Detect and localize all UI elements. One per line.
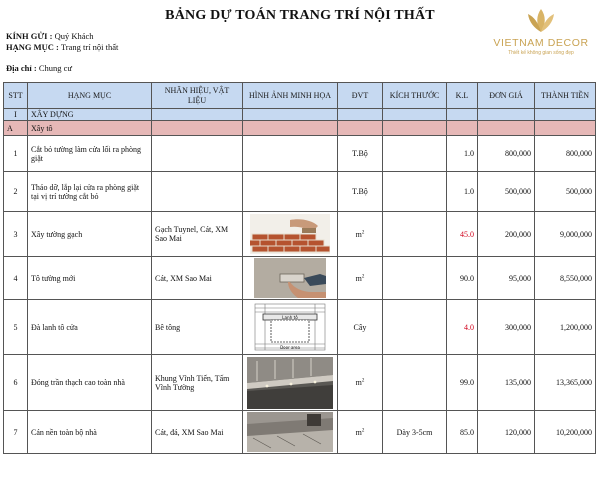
row-size xyxy=(383,136,447,172)
row-image xyxy=(243,257,338,300)
row-item: Tháo dỡ, lắp lại cửa ra phòng giặt tại vị trí tường cắt bỏ xyxy=(28,172,152,212)
row-stt: 6 xyxy=(4,355,28,411)
unit-superscript: 2 xyxy=(361,427,365,433)
row-material: Khung Vĩnh Tiến, Tấm Vĩnh Tường xyxy=(152,355,243,411)
row-price: 95,000 xyxy=(478,257,535,300)
unit-superscript: 2 xyxy=(361,273,365,279)
row-price: 120,000 xyxy=(478,411,535,454)
group-row-masonry xyxy=(4,121,596,136)
unit-text: T.Bộ xyxy=(352,187,368,196)
row-stt: 7 xyxy=(4,411,28,454)
group-index: I xyxy=(4,109,28,121)
header-size: KÍCH THƯỚC xyxy=(383,83,447,109)
row-image xyxy=(243,212,338,257)
row-material xyxy=(152,172,243,212)
row-material xyxy=(152,136,243,172)
row-qty: 4.0 xyxy=(447,300,478,355)
row-total: 8,550,000 xyxy=(535,257,596,300)
ceiling-image xyxy=(247,357,333,409)
group-label: Xây tô xyxy=(28,121,152,136)
row-material: Cát, đá, XM Sao Mai xyxy=(152,411,243,454)
row-item: Đóng trần thạch cao toàn nhà xyxy=(28,355,152,411)
row-price: 800,000 xyxy=(478,136,535,172)
row-total: 9,000,000 xyxy=(535,212,596,257)
unit-text: m xyxy=(355,427,362,437)
category-value: Trang trí nội thất xyxy=(60,42,119,52)
unit-superscript: 2 xyxy=(361,378,365,384)
address-line xyxy=(6,63,72,74)
row-qty: 99.0 xyxy=(447,355,478,411)
estimate-table xyxy=(3,82,596,454)
unit-superscript: 2 xyxy=(361,229,365,235)
lotus-logo-icon xyxy=(524,6,558,36)
lintel-top-label: Lanh tô xyxy=(282,315,298,320)
row-stt: 2 xyxy=(4,172,28,212)
logo-name: VIETNAM DECOR xyxy=(493,37,589,49)
header-item: HẠNG MỤC xyxy=(28,83,152,109)
brick-wall-image xyxy=(250,214,330,254)
unit-text: m xyxy=(355,273,362,283)
row-unit xyxy=(338,300,383,355)
row-total: 13,365,000 xyxy=(535,355,596,411)
header-stt: STT xyxy=(4,83,28,109)
row-price: 135,000 xyxy=(478,355,535,411)
logo-tagline: Thiết kế không gian sống đẹp xyxy=(508,50,574,56)
header-image: HÌNH ẢNH MINH HỌA xyxy=(243,83,338,109)
row-unit xyxy=(338,355,383,411)
address-label: Địa chỉ : xyxy=(6,63,37,73)
lintel-diagram-image xyxy=(251,302,329,352)
table-row xyxy=(4,257,596,300)
row-stt: 4 xyxy=(4,257,28,300)
header-price: ĐƠN GIÁ xyxy=(478,83,535,109)
row-price: 200,000 xyxy=(478,212,535,257)
row-total: 1,200,000 xyxy=(535,300,596,355)
header-total: THÀNH TIỀN xyxy=(535,83,596,109)
row-total: 800,000 xyxy=(535,136,596,172)
row-item: Cắt bỏ tường làm cửa lối ra phòng giặt xyxy=(28,136,152,172)
row-stt: 1 xyxy=(4,136,28,172)
floor-screed-image xyxy=(247,412,333,452)
address-value: Chung cư xyxy=(38,63,73,73)
lintel-bottom-label: Door area xyxy=(280,345,300,350)
unit-text: m xyxy=(355,378,362,387)
row-price: 300,000 xyxy=(478,300,535,355)
recipient-value: Quý Khách xyxy=(54,31,94,41)
row-unit xyxy=(338,411,383,454)
row-qty: 1.0 xyxy=(447,172,478,212)
row-price: 500,000 xyxy=(478,172,535,212)
row-qty: 1.0 xyxy=(447,136,478,172)
row-size xyxy=(383,172,447,212)
recipient-line xyxy=(6,31,94,42)
row-qty: 90.0 xyxy=(447,257,478,300)
row-size: Dày 3-5cm xyxy=(383,411,447,454)
table-header-row xyxy=(4,83,596,109)
category-line xyxy=(6,42,118,53)
row-item: Đà lanh tô cửa xyxy=(28,300,152,355)
row-material: Cát, XM Sao Mai xyxy=(152,257,243,300)
unit-text: T.Bộ xyxy=(352,149,368,158)
row-unit xyxy=(338,172,383,212)
recipient-label: KÍNH GỬI : xyxy=(6,31,53,41)
row-material: Bê tông xyxy=(152,300,243,355)
header-qty: K.L xyxy=(447,83,478,109)
row-size xyxy=(383,212,447,257)
row-item: Xây tường gạch xyxy=(28,212,152,257)
table-row xyxy=(4,300,596,355)
row-total: 500,000 xyxy=(535,172,596,212)
row-total: 10,200,000 xyxy=(535,411,596,454)
row-qty: 45.0 xyxy=(447,212,478,257)
unit-text: m xyxy=(355,229,362,239)
row-unit xyxy=(338,257,383,300)
document-title: BẢNG DỰ TOÁN TRANG TRÍ NỘI THẤT xyxy=(165,8,435,23)
row-image xyxy=(243,172,338,212)
row-image xyxy=(243,300,338,355)
header-unit: ĐVT xyxy=(338,83,383,109)
company-logo xyxy=(488,6,594,68)
table-row xyxy=(4,355,596,411)
table-row xyxy=(4,136,596,172)
category-label: HẠNG MỤC : xyxy=(6,42,59,52)
group-index: A xyxy=(4,121,28,136)
group-label: XÂY DỰNG xyxy=(28,109,152,121)
row-material: Gạch Tuynel, Cát, XM Sao Mai xyxy=(152,212,243,257)
row-image xyxy=(243,411,338,454)
plastering-image xyxy=(254,258,326,298)
header-material: NHÃN HIỆU, VẬT LIỆU xyxy=(152,83,243,109)
row-stt: 5 xyxy=(4,300,28,355)
table-row xyxy=(4,212,596,257)
row-unit xyxy=(338,136,383,172)
row-stt: 3 xyxy=(4,212,28,257)
row-size xyxy=(383,300,447,355)
group-row-construction xyxy=(4,109,596,121)
row-image xyxy=(243,136,338,172)
row-size xyxy=(383,355,447,411)
row-item: Cán nền toàn bộ nhà xyxy=(28,411,152,454)
row-size xyxy=(383,257,447,300)
unit-text: Cây xyxy=(353,322,367,332)
row-qty: 85.0 xyxy=(447,411,478,454)
row-item: Tô tường mới xyxy=(28,257,152,300)
row-unit xyxy=(338,212,383,257)
table-row xyxy=(4,411,596,454)
row-image xyxy=(243,355,338,411)
table-row xyxy=(4,172,596,212)
